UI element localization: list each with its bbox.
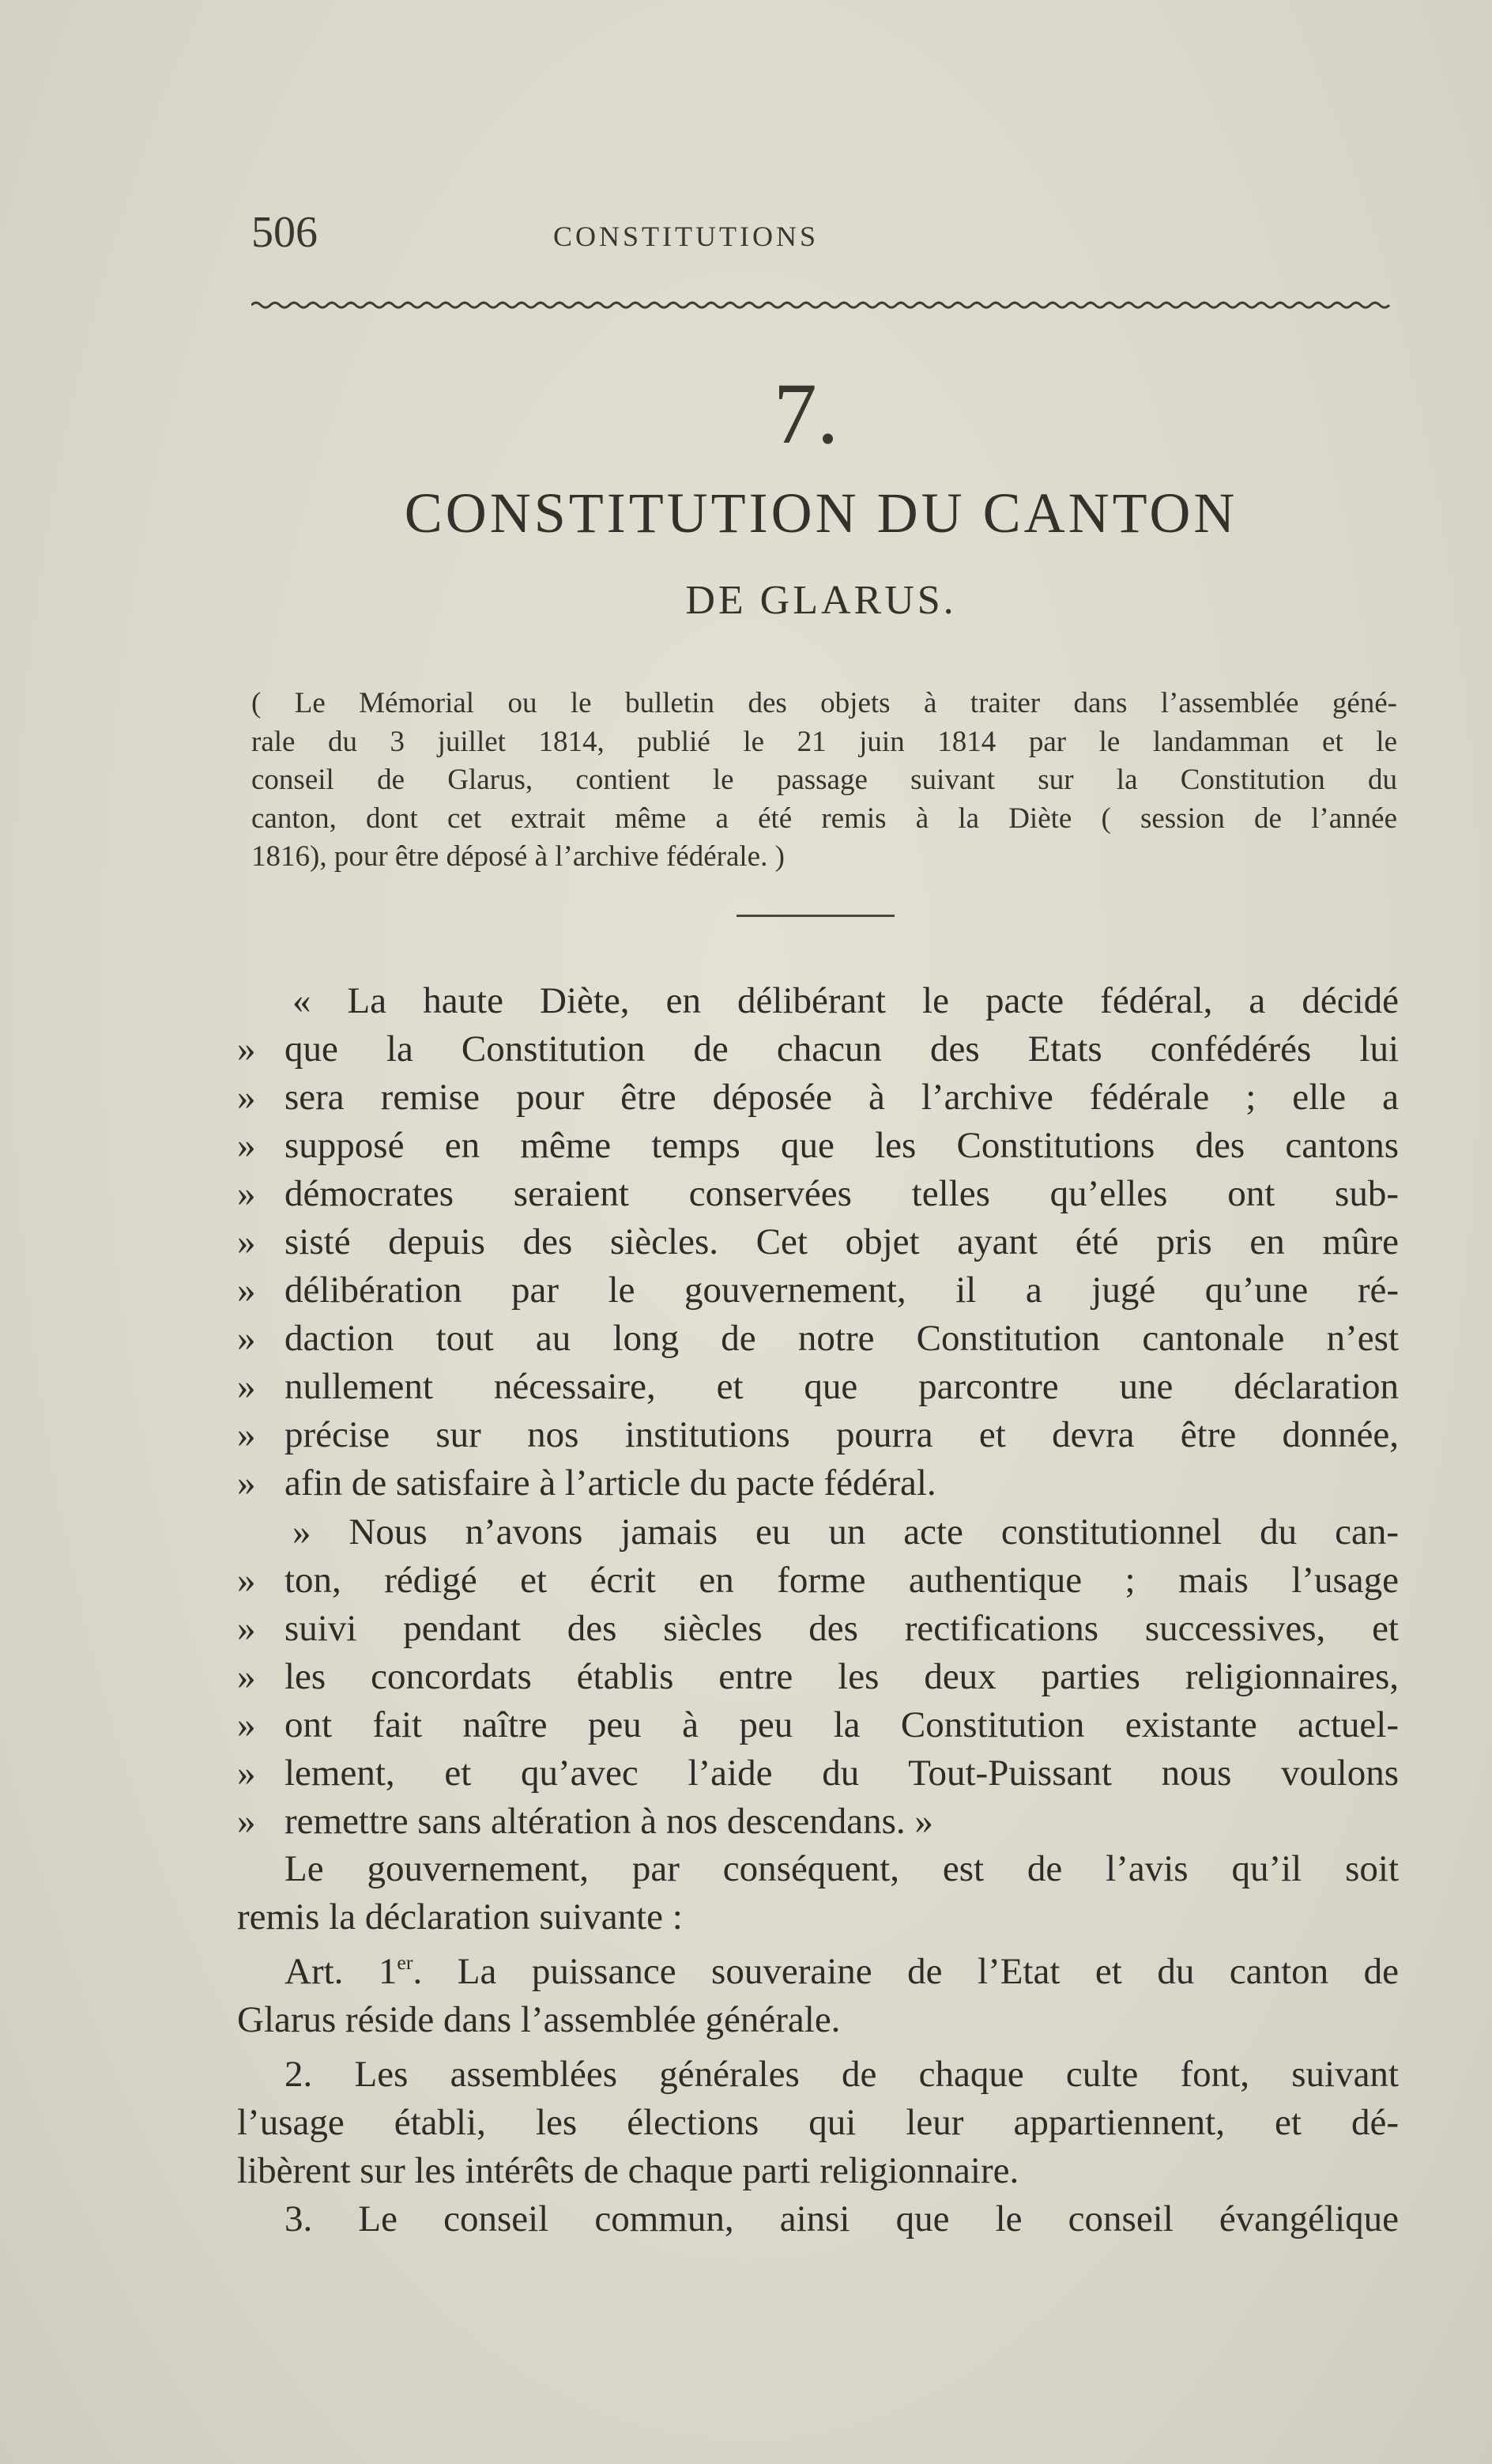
chapter-number: 7.: [773, 365, 839, 462]
text-line: » supposé en même temps que les Constitutions des cantons: [237, 1125, 1399, 1166]
intro-note: [251, 685, 1397, 877]
intro-line: conseil de Glarus, contient le passage suivant sur la Constitution du: [251, 764, 1397, 796]
article-2-line: 2. Les assemblées générales de chaque culte font, suivant: [284, 2054, 1399, 2095]
chapter-title: CONSTITUTION DU CANTON: [404, 481, 1238, 545]
text-line: » ton, rédigé et écrit en forme authentique ; mais l’usage: [237, 1560, 1399, 1601]
text-line: Glarus réside dans l’assemblée générale.: [237, 1999, 841, 2040]
intro-line: canton, dont cet extrait même a été remis à la Diète ( session de l’année: [251, 802, 1397, 835]
intro-line: ( Le Mémorial ou le bulletin des objets à traiter dans l’assemblée géné-: [251, 687, 1397, 719]
page-number: 506: [251, 208, 318, 257]
declaration-body: [237, 1845, 1399, 2243]
running-title: CONSTITUTIONS: [553, 221, 819, 252]
text-line: » suivi pendant des siècles des rectifications successives, et: [237, 1608, 1399, 1649]
text-line: » Nous n’avons jamais eu un acte constitutionnel du can-: [292, 1511, 1399, 1553]
intro-line: 1816), pour être déposé à l’archive fédérale. ): [251, 840, 785, 873]
text-line: » sera remise pour être déposée à l’archive fédérale ; elle a: [237, 1077, 1399, 1118]
text-line: Le gouvernement, par conséquent, est de l’avis qu’il soit: [284, 1848, 1399, 1889]
text-line: » afin de satisfaire à l’article du pacte fédéral.: [237, 1462, 936, 1504]
ornamental-rule: [251, 299, 1391, 311]
text-line: l’usage établi, les élections qui leur appartiennent, et dé-: [237, 2102, 1399, 2143]
quote-paragraph-2: [237, 1508, 1399, 1846]
text-line: » ont fait naître peu à peu la Constitution existante actuel-: [237, 1704, 1399, 1745]
text-line: » délibération par le gouvernement, il a jugé qu’une ré-: [237, 1270, 1399, 1311]
text-line: libèrent sur les intérêts de chaque parti religionnaire.: [237, 2150, 1019, 2191]
text-line: « La haute Diète, en délibérant le pacte fédéral, a décidé: [292, 980, 1399, 1021]
text-line: » précise sur nos institutions pourra et devra être donnée,: [237, 1414, 1399, 1455]
article-1-line: Art. 1er. La puissance souveraine de l’Etat et du canton de: [284, 1950, 1399, 1992]
text-line: » nullement nécessaire, et que parcontre une déclaration: [237, 1366, 1399, 1407]
quote-paragraph-1: [237, 977, 1399, 1507]
chapter-subtitle: DE GLARUS.: [685, 578, 957, 623]
running-head: [251, 207, 1405, 278]
article-3-line: 3. Le conseil commun, ainsi que le conseil évangélique: [284, 2198, 1399, 2239]
text-line: » daction tout au long de notre Constitution cantonale n’est: [237, 1318, 1399, 1359]
text-line: » démocrates seraient conservées telles qu’elles ont sub-: [237, 1173, 1399, 1214]
section-divider: [737, 915, 895, 917]
text-line: » que la Constitution de chacun des Etats confédérés lui: [237, 1028, 1399, 1070]
text-line: » lement, et qu’avec l’aide du Tout-Puissant nous voulons: [237, 1753, 1399, 1794]
text-line: » les concordats établis entre les deux parties religionnaires,: [237, 1656, 1399, 1697]
text-line: remis la déclaration suivante :: [237, 1896, 683, 1938]
text-line: » sisté depuis des siècles. Cet objet ayant été pris en mûre: [237, 1221, 1399, 1262]
intro-line: rale du 3 juillet 1814, publié le 21 juin 1814 par le landamman et le: [251, 725, 1397, 758]
text-line: » remettre sans altération à nos descendans. »: [237, 1801, 933, 1842]
